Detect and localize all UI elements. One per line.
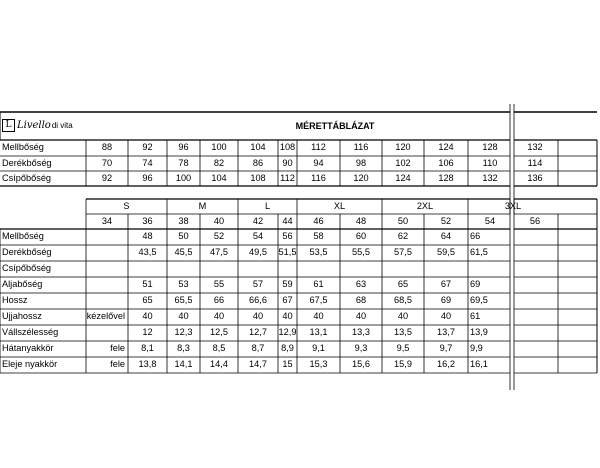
t1-cell: 92 bbox=[101, 172, 113, 183]
t2-row-note: fele bbox=[110, 343, 125, 354]
t2-cell bbox=[468, 261, 512, 277]
t2-cell: 61 bbox=[470, 311, 481, 322]
t2-cell: 69,5 bbox=[470, 295, 488, 306]
t2-cell: 64 bbox=[440, 231, 452, 242]
t1-cell: 74 bbox=[142, 157, 153, 168]
size-letter-m: M bbox=[198, 200, 207, 211]
t1-cell: 120 bbox=[353, 172, 369, 183]
t2-cell bbox=[512, 277, 558, 293]
t2-cell: 51 bbox=[142, 279, 153, 290]
t2-cell: 57 bbox=[252, 279, 264, 290]
t2-cell: 13,1 bbox=[309, 327, 328, 338]
t2-cell: 13,9 bbox=[470, 327, 488, 338]
t2-cell bbox=[424, 261, 468, 277]
t2-cell: 69 bbox=[440, 295, 452, 306]
t2-cell: 61,5 bbox=[470, 247, 488, 258]
t2-cell: 8,5 bbox=[212, 343, 226, 354]
t2-cell: 40 bbox=[440, 311, 452, 322]
t2-cell: 69 bbox=[470, 279, 481, 290]
t2-cell: 54 bbox=[252, 231, 264, 242]
t1-cell: 104 bbox=[250, 142, 266, 153]
t1-cell: 128 bbox=[482, 142, 498, 153]
t2-size-number: 40 bbox=[213, 215, 225, 226]
t2-row-label: Eleje nyakkör bbox=[2, 359, 58, 370]
t2-cell: 8,1 bbox=[141, 343, 154, 354]
t1-cell: 78 bbox=[178, 157, 189, 168]
t2-cell: 45,5 bbox=[174, 247, 193, 258]
t2-row-label: Mellbőség bbox=[2, 231, 44, 242]
t2-cell: 60 bbox=[355, 231, 367, 242]
t2-row-note: kézelővel bbox=[86, 311, 125, 322]
t2-cell: 12,9 bbox=[278, 327, 297, 338]
t2-cell: 8,9 bbox=[281, 343, 294, 354]
t2-cell bbox=[86, 229, 128, 245]
t2-size-number: 36 bbox=[142, 215, 153, 226]
size-letter-3xl: 3XL bbox=[504, 200, 522, 211]
t2-cell: 62 bbox=[397, 231, 409, 242]
t2-row-label: Derékbőség bbox=[2, 247, 52, 258]
t1-cell: 116 bbox=[353, 142, 369, 153]
t1-cell: 108 bbox=[250, 172, 266, 183]
t1-cell: 112 bbox=[280, 172, 295, 183]
t2-cell: 50 bbox=[178, 231, 189, 242]
t2-size-number: 54 bbox=[484, 215, 496, 226]
t2-row-label: Hátanyakkör bbox=[2, 343, 54, 354]
t1-cell: 116 bbox=[311, 172, 326, 183]
t2-cell bbox=[86, 325, 128, 341]
logo-mark-icon: L bbox=[2, 119, 15, 132]
t2-size-number: 48 bbox=[355, 215, 367, 226]
t1-cell: 82 bbox=[213, 157, 225, 168]
t2-cell: 9,3 bbox=[354, 343, 368, 354]
t2-cell: 67 bbox=[440, 279, 452, 290]
t2-size-number: 44 bbox=[282, 215, 293, 226]
t2-cell: 40 bbox=[142, 311, 153, 322]
t1-cell: 100 bbox=[175, 172, 192, 183]
t2-cell bbox=[512, 357, 558, 373]
t2-cell: 15,6 bbox=[352, 359, 370, 370]
t2-cell: 67 bbox=[282, 295, 293, 306]
t2-row-label: Vállszélesség bbox=[2, 327, 59, 338]
t1-cell: 90 bbox=[282, 157, 293, 168]
t2-row-label: Ujjahossz bbox=[2, 311, 42, 322]
t2-cell: 8,3 bbox=[177, 343, 190, 354]
t2-cell bbox=[167, 261, 200, 277]
t1-cell: 102 bbox=[395, 157, 411, 168]
t2-cell bbox=[340, 261, 382, 277]
t2-size-number: 56 bbox=[529, 215, 541, 226]
t2-cell: 67,5 bbox=[309, 295, 328, 306]
t1-cell: 128 bbox=[438, 172, 454, 183]
t2-cell bbox=[512, 341, 558, 357]
t1-cell: 114 bbox=[527, 157, 543, 168]
t2-cell: 16,2 bbox=[437, 359, 455, 370]
t2-cell bbox=[512, 229, 558, 245]
t1-cell: 98 bbox=[355, 157, 367, 168]
t2-cell: 40 bbox=[355, 311, 367, 322]
t2-cell: 48 bbox=[142, 231, 153, 242]
t2-cell: 43,5 bbox=[138, 247, 157, 258]
t2-cell: 40 bbox=[397, 311, 409, 322]
t2-cell: 57,5 bbox=[394, 247, 412, 258]
t2-cell: 15,3 bbox=[309, 359, 328, 370]
t2-cell: 58 bbox=[313, 231, 324, 242]
size-letter-l: L bbox=[264, 200, 271, 211]
t2-cell bbox=[512, 261, 558, 277]
t1-cell: 136 bbox=[527, 172, 543, 183]
t2-cell: 65 bbox=[397, 279, 409, 290]
t2-cell bbox=[86, 277, 128, 293]
t2-cell: 47,5 bbox=[210, 247, 228, 258]
t1-cell: 112 bbox=[311, 142, 326, 153]
t2-cell bbox=[200, 261, 238, 277]
t1-cell: 96 bbox=[142, 172, 153, 183]
t2-cell bbox=[128, 261, 167, 277]
t1-cell: 110 bbox=[482, 157, 498, 168]
t2-cell bbox=[512, 293, 558, 309]
t2-cell: 13,3 bbox=[352, 327, 370, 338]
t1-cell: 86 bbox=[252, 157, 264, 168]
t2-cell: 13,8 bbox=[138, 359, 157, 370]
t1-row-label: Derékbőség bbox=[2, 157, 52, 168]
t2-cell: 40 bbox=[313, 311, 324, 322]
size-letter-xl: XL bbox=[333, 200, 346, 211]
t2-cell: 66 bbox=[470, 231, 481, 242]
t1-cell: 132 bbox=[482, 172, 498, 183]
t2-cell: 68 bbox=[355, 295, 367, 306]
brand-logo bbox=[2, 115, 73, 135]
t1-cell: 108 bbox=[279, 142, 296, 153]
logo-suffix: di vita bbox=[51, 120, 73, 130]
t2-cell: 12,7 bbox=[249, 327, 267, 338]
page-title: MÉRETTÁBLÁZAT bbox=[295, 120, 375, 131]
t2-row-label: Aljabőség bbox=[2, 279, 43, 290]
t2-size-number: 34 bbox=[101, 215, 113, 226]
t1-cell: 88 bbox=[101, 142, 113, 153]
t2-cell: 40 bbox=[282, 311, 293, 322]
t2-cell: 55,5 bbox=[352, 247, 370, 258]
t2-cell: 56 bbox=[282, 231, 293, 242]
t2-cell bbox=[512, 325, 558, 341]
t2-cell: 15 bbox=[282, 359, 293, 370]
t2-cell: 51,5 bbox=[278, 247, 297, 258]
t1-cell: 124 bbox=[395, 172, 411, 183]
t2-cell: 8,7 bbox=[251, 343, 265, 354]
t1-cell: 132 bbox=[527, 142, 543, 153]
t2-cell: 12 bbox=[142, 327, 153, 338]
size-letter-s: S bbox=[123, 200, 130, 211]
t2-cell: 14,1 bbox=[174, 359, 193, 370]
t2-cell bbox=[86, 293, 128, 309]
t1-cell: 120 bbox=[395, 142, 411, 153]
t2-size-number: 52 bbox=[440, 215, 452, 226]
t1-cell: 94 bbox=[313, 157, 324, 168]
t2-cell: 40 bbox=[178, 311, 189, 322]
t2-size-number: 50 bbox=[397, 215, 409, 226]
t2-cell bbox=[297, 261, 340, 277]
t2-cell bbox=[512, 245, 558, 261]
t1-cell: 96 bbox=[178, 142, 189, 153]
t2-cell: 63 bbox=[355, 279, 367, 290]
size-letter-2xl: 2XL bbox=[416, 200, 434, 211]
t1-cell: 106 bbox=[438, 157, 454, 168]
logo-name: Livello bbox=[17, 119, 51, 131]
t2-cell: 65 bbox=[142, 295, 153, 306]
t1-cell: 104 bbox=[211, 172, 227, 183]
t1-cell: 124 bbox=[438, 142, 454, 153]
t2-cell bbox=[382, 261, 424, 277]
t2-size-number: 46 bbox=[313, 215, 324, 226]
t2-cell: 52 bbox=[213, 231, 225, 242]
t2-cell bbox=[238, 261, 278, 277]
t2-cell: 9,5 bbox=[396, 343, 410, 354]
t2-cell: 53 bbox=[178, 279, 189, 290]
t2-cell: 9,1 bbox=[312, 343, 325, 354]
t2-size-number: 38 bbox=[178, 215, 189, 226]
t1-cell: 70 bbox=[101, 157, 113, 168]
t2-cell: 40 bbox=[252, 311, 264, 322]
t2-cell bbox=[86, 245, 128, 261]
t2-cell bbox=[278, 261, 297, 277]
t2-cell: 13,5 bbox=[394, 327, 412, 338]
t2-cell: 53,5 bbox=[309, 247, 328, 258]
t2-cell: 61 bbox=[313, 279, 324, 290]
t1-cell: 100 bbox=[211, 142, 227, 153]
t1-cell: 92 bbox=[142, 142, 153, 153]
t2-cell: 12,5 bbox=[210, 327, 228, 338]
t2-size-number: 42 bbox=[252, 215, 264, 226]
t2-cell: 12,3 bbox=[174, 327, 193, 338]
t2-cell: 9,9 bbox=[470, 343, 483, 354]
t2-cell: 66 bbox=[213, 295, 225, 306]
t1-row-label: Csípőbőség bbox=[2, 172, 52, 183]
t2-cell: 14,7 bbox=[249, 359, 267, 370]
t2-cell: 66,6 bbox=[249, 295, 267, 306]
t1-row-label: Mellbőség bbox=[2, 142, 44, 153]
t2-row-label: Csípőbőség bbox=[2, 263, 52, 274]
t2-cell: 9,7 bbox=[439, 343, 453, 354]
t2-cell: 15,9 bbox=[394, 359, 412, 370]
t2-row-label: Hossz bbox=[2, 295, 28, 306]
t2-cell: 13,7 bbox=[437, 327, 455, 338]
t2-cell: 65,5 bbox=[174, 295, 193, 306]
t2-cell: 59 bbox=[282, 279, 293, 290]
t2-cell: 49,5 bbox=[249, 247, 267, 258]
t2-cell bbox=[512, 309, 558, 325]
t2-cell: 14,4 bbox=[210, 359, 228, 370]
t2-row-note: fele bbox=[110, 359, 125, 370]
t2-cell bbox=[86, 261, 128, 277]
t2-cell: 68,5 bbox=[394, 295, 412, 306]
t2-cell: 59,5 bbox=[437, 247, 455, 258]
t2-cell: 16,1 bbox=[470, 359, 488, 370]
t2-cell: 40 bbox=[213, 311, 225, 322]
t2-cell: 55 bbox=[213, 279, 225, 290]
